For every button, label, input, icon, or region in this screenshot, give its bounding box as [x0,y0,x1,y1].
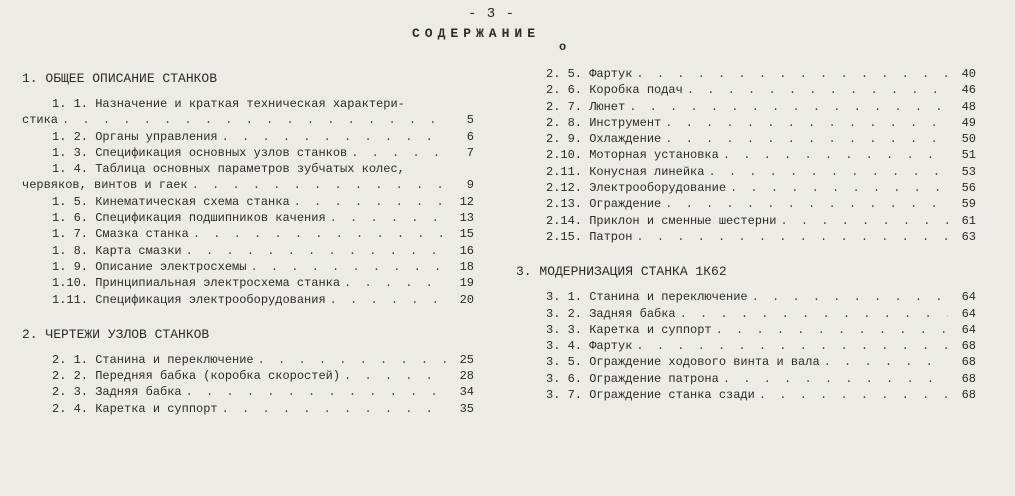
toc-entry [22,259,474,275]
leader-dots [193,226,446,242]
toc-entry [516,164,976,180]
toc-page-number: 5 [466,113,474,128]
toc-entry-label: 1. 5. Кинематическая схема станка [52,194,290,209]
leader-dots [629,99,948,115]
toc-page-number: 64 [961,322,976,337]
toc-entry-label: 2. 5. Фартук [546,67,633,81]
toc-entry [516,354,976,370]
toc-entry-label: 3. 5. Ограждение ходового винта и вала [546,355,820,370]
toc-entry [22,368,474,384]
leader-dots [680,306,948,322]
toc-entry-label: 2. 9. Охлаждение [546,132,662,147]
toc-page-number: 15 [459,227,474,242]
toc-entry-label: 1. 4. Таблица основных параметров зубчатых колес, [52,162,405,177]
toc-page-number: 40 [961,67,976,81]
toc-entry-label: 2. 4. Каретка и суппорт [52,401,218,416]
toc-entry [516,180,976,196]
toc-entry [516,371,976,387]
document-title: СОДЕРЖАНИЕ [412,26,541,41]
toc-entry-label: 2.10. Моторная установка [546,148,719,163]
toc-entry [22,292,474,308]
toc-entry-label: 2.13. Ограждение [546,197,662,212]
leader-dots [636,338,948,354]
toc-page-number: 12 [459,194,474,209]
toc-entry [516,82,976,98]
leader-dots [330,292,446,308]
leader-dots [708,164,948,180]
toc-entry-label: стика [22,113,59,128]
toc-entry-label: 1. 7. Смазка станка [52,227,189,242]
toc-entry-label: 2.12. Электрооборудование [546,181,727,196]
toc-page-number: 56 [961,181,976,196]
toc-entry-label: 1.10. Принципиальная электросхема станка [52,276,341,291]
toc-entry [22,145,474,161]
leader-dots [62,112,446,128]
toc-page-number: 35 [459,401,474,416]
toc-entry-label: 1.11. Спецификация электрооборудования [52,292,326,307]
toc-page-number: 16 [459,243,474,258]
toc-page-number: 64 [961,306,976,321]
toc-page-number: 20 [459,292,474,307]
toc-entry [22,161,474,177]
toc-entry [516,131,976,147]
toc-page-number: 68 [961,339,976,354]
section-title: 1. ОБЩЕЕ ОПИСАНИЕ СТАНКОВ [22,71,218,86]
toc-entry [22,275,474,291]
leader-dots [186,384,446,400]
toc-entry [22,243,474,259]
toc-entry [22,177,474,193]
leader-dots [780,213,948,229]
toc-page-number: 63 [961,229,976,244]
toc-entry-label: червяков, винтов и гаек [22,178,188,193]
leader-dots [258,352,446,368]
toc-page-number: 13 [459,211,474,226]
toc-page-number: 7 [466,145,474,160]
section-2-list [22,352,474,417]
toc-entry-label: 3. 4. Фартук [546,339,633,354]
toc-page-number: 50 [961,132,976,147]
toc-entry [516,387,976,403]
toc-entry [516,338,976,354]
toc-entry-label: 2.11. Конусная линейка [546,164,705,179]
leader-dots [186,243,446,259]
toc-page-number: 51 [961,148,976,163]
leader-dots [730,180,948,196]
toc-entry-label: 1. 1. Назначение и краткая техническая характери- [52,97,405,111]
toc-entry-label: 2.15. Патрон [546,229,633,244]
leader-dots [723,147,948,163]
toc-entry-label: 2. 6. Коробка подач [546,83,683,98]
toc-entry-label: 1. 2. Органы управления [52,129,218,144]
toc-page-number: 25 [459,352,474,367]
toc-entry [516,66,976,82]
toc-entry-label: 3. 7. Ограждение станка сзади [546,388,755,403]
toc-entry [516,147,976,163]
leader-dots [824,354,948,370]
section-3-list [516,289,976,403]
toc-entry [22,194,474,210]
toc-page-number: 64 [961,290,976,305]
toc-entry-label: 2.14. Приклон и сменные шестерни [546,213,777,228]
toc-entry [516,306,976,322]
leader-dots [344,275,446,291]
section-2-continued-list [516,66,976,245]
left-column [22,68,474,417]
leader-dots [351,145,446,161]
toc-page-number: 46 [961,83,976,98]
toc-page-number: 18 [459,259,474,274]
title-mark: о [559,40,567,54]
toc-page-number: 9 [466,178,474,193]
toc-page-number: 28 [459,369,474,384]
toc-entry [22,96,474,112]
leader-dots [294,194,446,210]
leader-dots [636,66,948,82]
section-title: 3. МОДЕРНИЗАЦИЯ СТАНКА 1К62 [516,264,727,280]
toc-page-number: 59 [961,197,976,212]
toc-entry [516,213,976,229]
toc-entry [22,384,474,400]
leader-dots [665,196,948,212]
toc-entry-label: 1. 6. Спецификация подшипников качения [52,211,326,226]
toc-entry-label: 3. 6. Ограждение патрона [546,371,719,386]
toc-entry-label: 3. 3. Каретка и суппорт [546,322,712,337]
toc-entry-label: 3. 1. Станина и переключение [546,290,748,305]
toc-entry-label: 2. 3. Задняя бабка [52,385,182,400]
toc-page-number: 53 [961,164,976,179]
section-title: 2. ЧЕРТЕЖИ УЗЛОВ СТАНКОВ [22,326,210,342]
toc-entry [22,129,474,145]
toc-page-number: 48 [961,99,976,114]
leader-dots [192,177,446,193]
leader-dots [687,82,948,98]
leader-dots [344,368,446,384]
toc-entry [22,226,474,242]
toc-entry-label: 2. 2. Передняя бабка (коробка скоростей) [52,369,341,384]
toc-entry [516,322,976,338]
toc-entry [22,112,474,128]
leader-dots [250,259,446,275]
toc-page-number: 19 [459,276,474,291]
toc-page-number: 61 [961,213,976,228]
toc-entry [516,115,976,131]
leader-dots [723,371,948,387]
toc-entry [22,352,474,368]
toc-entry [516,289,976,305]
leader-dots [759,387,948,403]
toc-entry [516,99,976,115]
toc-entry-label: 1. 3. Спецификация основных узлов станков [52,145,348,160]
toc-page-number: 68 [961,388,976,403]
toc-entry [516,196,976,212]
leader-dots [752,289,948,305]
toc-entry-label: 2. 8. Инструмент [546,115,662,130]
toc-entry [516,229,976,245]
toc-page-number: 34 [459,385,474,400]
page-number: - 3 - [468,6,516,22]
toc-entry-label: 3. 2. Задняя бабка [546,306,676,321]
toc-entry-label: 2. 7. Люнет [546,99,626,114]
toc-page-number: 68 [961,371,976,386]
toc-entry [22,401,474,417]
toc-entry-label: 1. 9. Описание электросхемы [52,259,247,274]
leader-dots [222,129,446,145]
leader-dots [636,229,948,245]
toc-page-number: 6 [466,129,474,144]
leader-dots [222,401,446,417]
toc-page-number: 49 [961,115,976,130]
leader-dots [665,115,948,131]
leader-dots [330,210,446,226]
section-1-list [22,96,474,308]
toc-entry [22,210,474,226]
right-column [516,66,976,403]
toc-page-number: 68 [961,355,976,370]
leader-dots [716,322,948,338]
toc-entry-label: 2. 1. Станина и переключение [52,352,254,367]
leader-dots [665,131,948,147]
toc-entry-label: 1. 8. Карта смазки [52,243,182,258]
